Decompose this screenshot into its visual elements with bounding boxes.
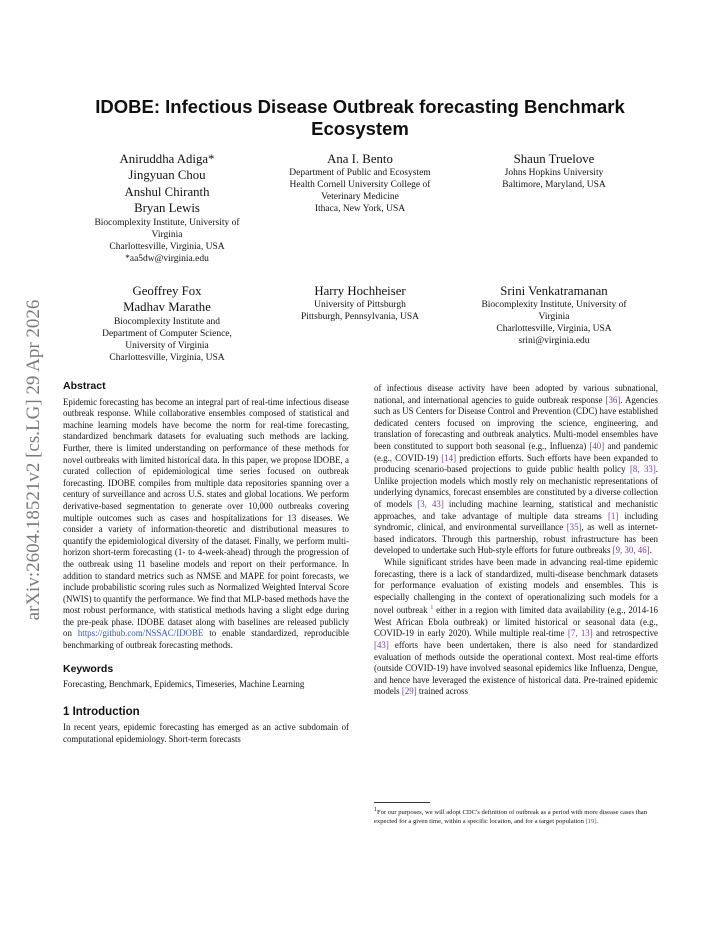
citation-link[interactable]: [14] [441,452,457,463]
right-column [374,383,658,698]
citation-link[interactable]: [35] [566,522,582,533]
author-block-4 [62,283,272,364]
author-affiliation-line: Biocomplexity Institute and [113,316,221,327]
author-name: Harry Hochheiser [314,284,406,298]
abstract-text [63,397,349,652]
author-affiliation-line: Health Cornell University College of [289,180,431,191]
body-text: , as well as internet-based indicators. Through this partnership, robust infrastructure has been developed to undertake such Hub-style efforts for future outbreaks [374,522,658,556]
right-paragraph-1 [374,383,658,557]
citation-link[interactable]: [9, 30, 46] [612,545,650,556]
author-block-5 [258,283,462,323]
author-name: Madhav Marathe [123,300,211,315]
author-name: Ana I. Bento [327,152,393,166]
keywords-heading: Keywords [63,662,114,675]
body-text: . [649,545,652,556]
author-affiliation-line: Department of Computer Science, [102,328,232,339]
author-affiliation-line: Charlottesville, Virginia, USA [109,352,225,363]
abstract-body-end: to enable standardized, reproducible benchmarking of outbreak forecasting methods. [63,628,349,651]
author-block-2 [258,151,462,215]
author-name: Aniruddha Adiga* [119,152,215,166]
author-affiliation-line: Baltimore, Maryland, USA [502,180,606,191]
author-affiliation-line: Virginia [538,312,570,323]
left-column [63,381,349,746]
abstract-body: Epidemic forecasting has become an integral part of real-time infectious disease outbreak response. While collaborative ensembles composed of statistical and machine learning models have become the norm for real-time forecasting, standardized benchmark datasets for evaluating such methods are lacking. Further, there is limited understanding on performance of these methods for novel outbreaks with limited historical data. In this paper, we propose IDOBE, a curated collection of epidemiological time series focused on outbreak forecasting. IDOBE compiles from multiple data repositories spanning over a century of surveillance and across U.S. states and global locations. We perform derivative-based segmentation to generate over 10,000 outbreaks covering multiple outcomes such as cases and hospitalizations for 13 diseases. We consider a variety of information-theoretic and distributional measures to quantify the epidemiological diversity of the dataset. Finally, we perform multi-horizon short-term forecasting (1- to 4-week-ahead) through the progression of the outbreak using 11 baseline models and report on their performance. In addition to standard metrics such as NMSE and MAPE for point forecasts, we include probabilistic scoring rules such as Normalized Weighted Interval Score (NWIS) to quantify the performance. We find that MLP-based methods have the most robust performance, with statistical methods having a slight edge during the pre-peak phase. IDOBE dataset along with baselines are released publicly on [63,396,349,639]
author-block-6 [452,283,656,347]
introduction-text: In recent years, epidemic forecasting has emerged as an active subdomain of computational epidemiology. Short-term forecasts [63,722,349,745]
author-name: Bryan Lewis [134,201,200,216]
body-text: efforts have been undertaken, there is also need for standardized evaluation of methods outside the operational context. Most real-time efforts (outside COVID-19) have involved seasonal epidemics like Influenza, Dengue, and hence have leveraged the existence of historical data. Pre-trained epidemic models [374,640,658,697]
citation-link[interactable]: [7, 13] [567,628,593,639]
body-text: . Unlike projection models which mostly rely on mechanistic representations of underlying dynamics, forecast ensembles are constituted by a diverse collection of models [374,464,658,509]
author-affiliation-line: Biocomplexity Institute, University of [94,217,240,228]
citation-link[interactable]: [43] [374,640,389,651]
body-text: of infectious disease activity have been adopted by various subnational, national, and international agencies to guide outbreak response [374,383,658,405]
footnote-rule [374,802,430,803]
author-block-3 [452,151,656,191]
footnote-mark: 1 [374,807,377,813]
footnote-citation[interactable]: [19] [585,817,597,825]
author-affiliation-line: Veterinary Medicine [321,192,399,203]
author-name: Anshul Chiranth [124,184,210,199]
introduction-heading: 1 Introduction [63,705,140,718]
body-text: either in a region with limited data availability (e.g., 2014-16 West African Ebola outbreak) or limited historical or seasonal data (e.g., COVID-19 in early 2020). While multiple real-time [374,605,658,639]
citation-link[interactable]: [36] [605,394,621,405]
footnote-text: For our purposes, we will adopt CDC's definition of outbreak as a period with more disease cases than expected for a given time, within a specific location, and for a target population [374,809,648,825]
right-paragraph-2 [374,557,658,698]
author-affiliation-line: Biocomplexity Institute, University of [481,300,627,311]
arxiv-id-text: arXiv:2604.18521v2 [cs.LG] 29 Apr 2026 [23,299,44,621]
arxiv-identifier [14,230,54,690]
body-text: prediction efforts. Such efforts have been expanded to producing scenario-based projections to guide public health policy [374,452,658,475]
author-affiliation-line: Virginia [151,229,183,240]
keywords-text: Forecasting, Benchmark, Epidemics, Timeseries, Machine Learning [63,679,305,690]
body-text: trained across [416,686,468,697]
footnote-reference[interactable]: 1 [430,605,434,612]
author-affiliation-line: Johns Hopkins University [504,168,604,179]
abstract-heading: Abstract [63,380,106,392]
author-name: Jingyuan Chou [128,168,206,183]
author-affiliation-line: University of Virginia [125,340,209,351]
author-name: Srini Venkatramanan [500,284,608,298]
author-name: Shaun Truelove [513,152,595,166]
author-affiliation-line: Department of Public and Ecosystem [289,168,431,179]
author-affiliation-line: srini@virginia.edu [518,336,590,347]
body-text: and retrospective [592,628,658,639]
author-affiliation-line: Ithaca, New York, USA [314,204,406,215]
citation-link[interactable]: [40] [589,440,605,451]
citation-link[interactable]: [8, 33] [629,464,656,475]
citation-link[interactable]: [1] [607,510,619,521]
author-affiliation-line: University of Pittsburgh [314,300,406,311]
author-block-1 [62,151,272,265]
body-text: While significant strides have been made in advancing real-time epidemic forecasting, there is a lack of standardized, multi-disease benchmark datasets for performance evaluation of existing models and ensembles. This is especially challenging in the context of operationalizing such models for a novel outbreak [374,556,658,616]
footnote [374,806,658,826]
author-name: Geoffrey Fox [132,284,202,298]
github-link[interactable]: https://github.com/NSSAC/IDOBE [77,628,204,639]
body-text: including syndromic, clinical, and environmental surveillance [374,510,658,533]
citation-link[interactable]: [29] [401,686,417,697]
author-affiliation-line: *aa5dw@virginia.edu [125,253,209,264]
author-affiliation-line: Pittsburgh, Pennsylvania, USA [300,312,420,323]
body-text: and pandemic (e.g., COVID-19) [374,440,658,463]
author-affiliation-line: Charlottesville, Virginia, USA [109,241,225,252]
body-text: including machine learning, statistical and mechanistic approaches, and take advantage of multiple data streams [374,498,658,521]
author-affiliation-line: Charlottesville, Virginia, USA [496,324,612,335]
paper-title: IDOBE: Infectious Disease Outbreak forecasting Benchmark Ecosystem [95,96,625,139]
citation-link[interactable]: [3, 43] [417,498,444,509]
footnote-end: . [596,817,599,825]
body-text: . Agencies such as US Centers for Disease Control and Prevention (CDC) have established dedicated centers focused on improving the science, engineering, and translation of forecasting and outbreak analytics. Multi-model ensembles have been constituted to support both seasonal (e.g., Influenza) [374,394,658,451]
